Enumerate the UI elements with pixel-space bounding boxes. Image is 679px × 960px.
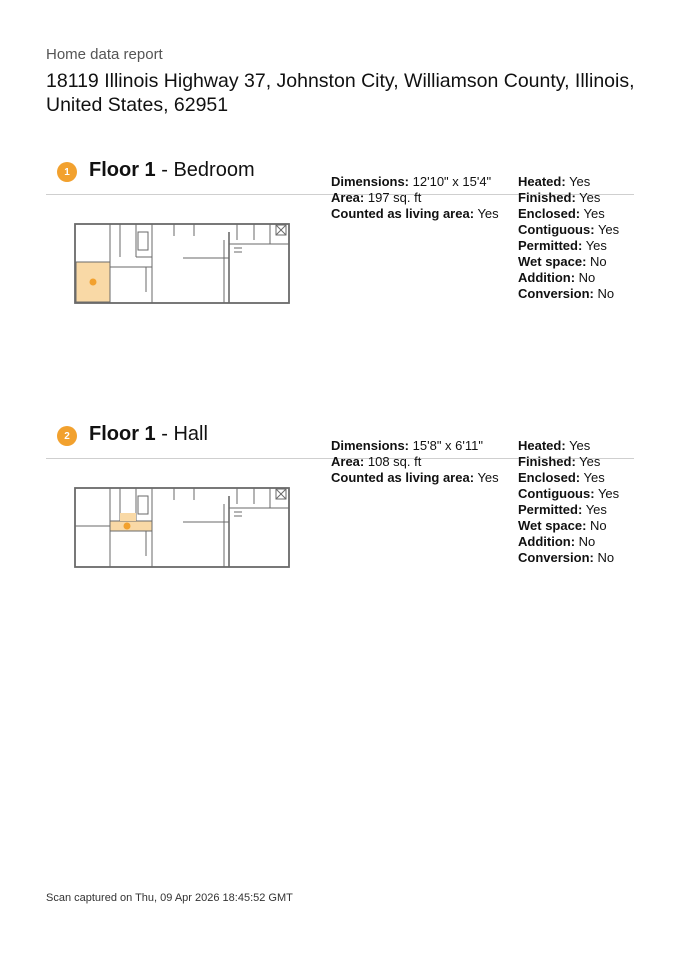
conversion-row: Conversion: No: [518, 550, 615, 565]
enclosed-row: Enclosed: Yes: [518, 470, 605, 485]
floor-plan-hall: [74, 486, 292, 570]
title-separator: -: [155, 423, 174, 445]
room-title: [89, 159, 255, 182]
room-floor: Floor 1: [89, 423, 156, 445]
addition-row: Addition: No: [518, 270, 596, 285]
room-name: Hall: [173, 423, 208, 445]
wet-space-row: Wet space: No: [518, 254, 607, 269]
dimensions-row: Dimensions: 12'10" x 15'4": [331, 174, 492, 189]
conversion-row: Conversion: No: [518, 286, 615, 301]
living-area-row: Counted as living area: Yes: [331, 470, 499, 485]
enclosed-row: Enclosed: Yes: [518, 206, 605, 221]
finished-row: Finished: Yes: [518, 454, 601, 469]
heated-row: Heated: Yes: [518, 438, 591, 453]
room-number-badge: 1: [57, 162, 77, 182]
floor-plan-bedroom: [74, 222, 292, 306]
room-section: [46, 159, 634, 301]
permitted-row: Permitted: Yes: [518, 502, 607, 517]
room-attributes-column: [518, 174, 619, 302]
room-floor: Floor 1: [89, 159, 156, 181]
addition-row: Addition: No: [518, 534, 596, 549]
dimensions-row: Dimensions: 15'8" x 6'11": [331, 438, 483, 453]
living-area-row: Counted as living area: Yes: [331, 206, 499, 221]
room-name: Bedroom: [173, 159, 255, 181]
room-title: [89, 423, 208, 446]
room-dimensions-column: [331, 438, 499, 486]
contiguous-row: Contiguous: Yes: [518, 222, 620, 237]
room-attributes-column: [518, 438, 619, 566]
report-subtitle: Home data report: [46, 46, 163, 63]
heated-row: Heated: Yes: [518, 174, 591, 189]
title-separator: -: [155, 159, 174, 181]
wet-space-row: Wet space: No: [518, 518, 607, 533]
scan-timestamp: Scan captured on Thu, 09 Apr 2026 18:45:52 GMT: [46, 892, 293, 904]
area-row: Area: 108 sq. ft: [331, 454, 422, 469]
contiguous-row: Contiguous: Yes: [518, 486, 620, 501]
room-section: [46, 423, 634, 565]
area-row: Area: 197 sq. ft: [331, 190, 422, 205]
permitted-row: Permitted: Yes: [518, 238, 607, 253]
room-dimensions-column: [331, 174, 499, 222]
room-number-badge: 2: [57, 426, 77, 446]
finished-row: Finished: Yes: [518, 190, 601, 205]
property-address: 18119 Illinois Highway 37, Johnston City, Williamson County, Illinois, United States, 62951: [46, 70, 635, 116]
